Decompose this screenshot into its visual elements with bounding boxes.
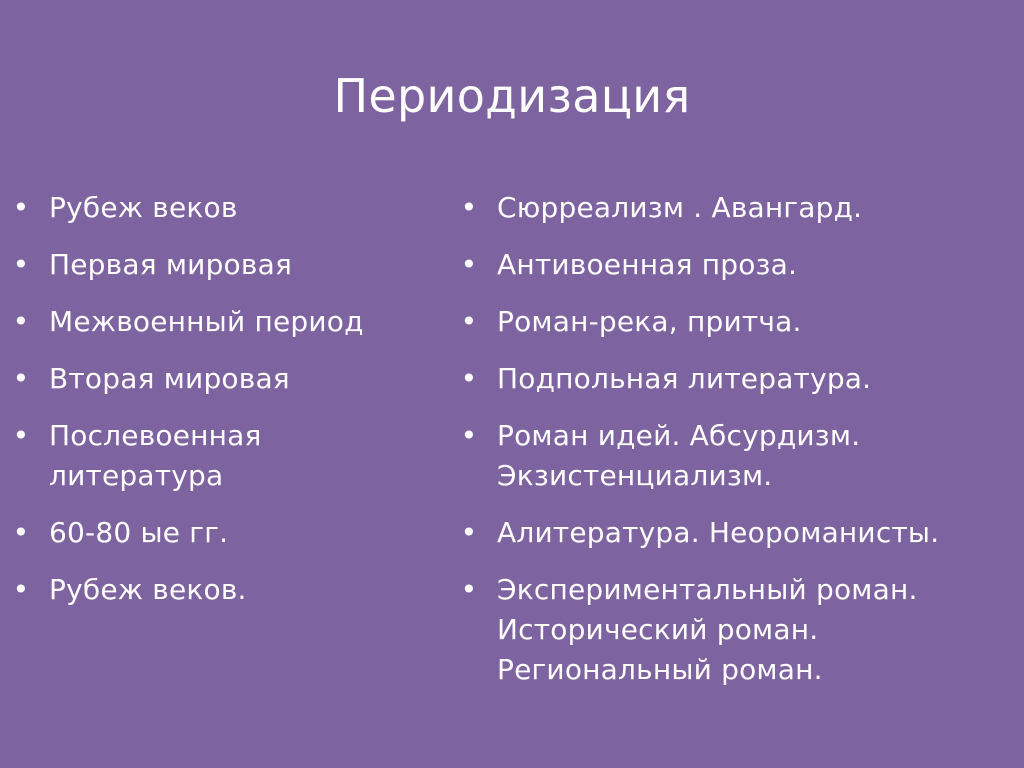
list-item <box>10 302 430 342</box>
list-item <box>458 570 997 690</box>
slide-title: Периодизация <box>333 69 691 123</box>
list-item-text: Роман идей. Абсурдизм. Экзистенциализм. <box>497 419 861 492</box>
list-item-text: 60-80 ые гг. <box>49 516 229 549</box>
list-item-text: Вторая мировая <box>49 362 290 395</box>
bullet-icon: • <box>460 419 478 452</box>
list-item <box>10 570 430 610</box>
bullet-icon: • <box>12 516 30 549</box>
list-item-text: Межвоенный период <box>49 305 364 338</box>
list-item-text: Послевоенная литература <box>49 419 262 492</box>
bullet-icon: • <box>460 191 478 224</box>
bullet-icon: • <box>460 573 478 606</box>
bullet-icon: • <box>460 516 478 549</box>
list-item-text: Алитература. Неороманисты. <box>497 516 940 549</box>
list-item-text: Подпольная литература. <box>497 362 872 395</box>
bullet-icon: • <box>12 573 30 606</box>
list-item <box>458 513 1018 553</box>
bullet-icon: • <box>12 248 30 281</box>
list-item <box>10 359 430 399</box>
bullet-icon: • <box>12 305 30 338</box>
bullet-icon: • <box>12 362 30 395</box>
bullet-icon: • <box>460 362 478 395</box>
list-item <box>458 245 1018 285</box>
list-item-text: Рубеж веков. <box>49 573 247 606</box>
list-item <box>10 416 309 496</box>
list-item <box>458 302 1018 342</box>
list-item <box>10 245 430 285</box>
bullet-icon: • <box>460 305 478 338</box>
list-item-text: Первая мировая <box>49 248 292 281</box>
list-item-text: Экспериментальный роман. Исторический роман. Региональный роман. <box>497 573 918 686</box>
list-item <box>458 416 947 496</box>
list-item <box>10 188 430 228</box>
list-item <box>458 359 1018 399</box>
bullet-icon: • <box>460 248 478 281</box>
bullet-icon: • <box>12 191 30 224</box>
list-item-text: Сюрреализм . Авангард. <box>497 191 863 224</box>
bullet-icon: • <box>12 419 30 452</box>
list-item <box>458 188 1018 228</box>
left-bullet-list <box>10 188 430 627</box>
list-item-text: Антивоенная проза. <box>497 248 798 281</box>
list-item-text: Рубеж веков <box>49 191 238 224</box>
list-item-text: Роман-река, притча. <box>497 305 802 338</box>
list-item <box>10 513 430 553</box>
right-bullet-list <box>458 188 1018 707</box>
